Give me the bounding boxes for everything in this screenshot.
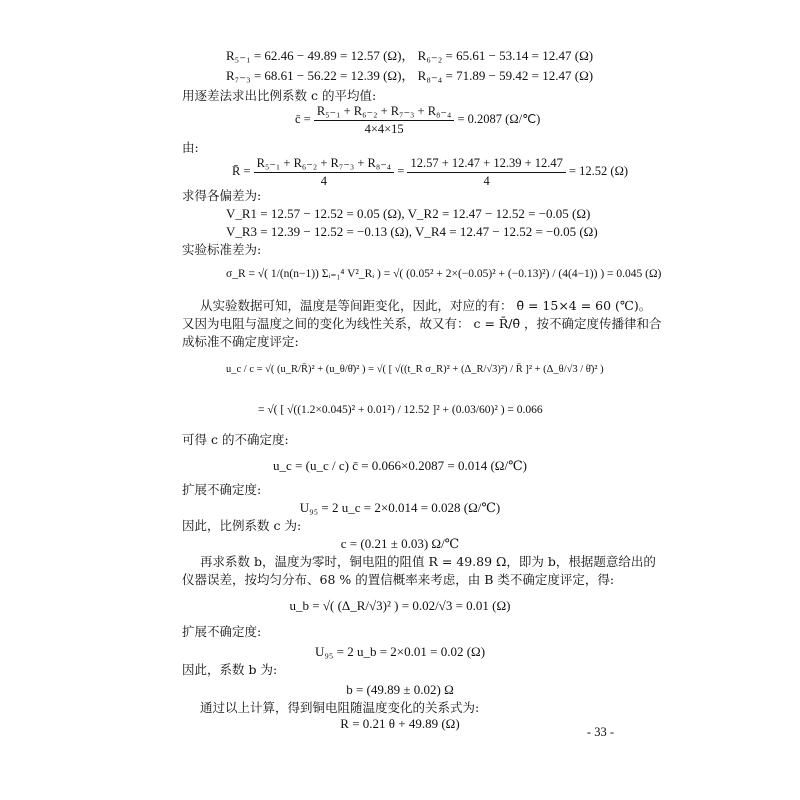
resistance-diff-line-1: R₅₋₁ = 62.46 − 49.89 = 12.57 (Ω)， R₆₋₂ = 65.61 − 53.14 = 12.47 (Ω) bbox=[226, 48, 594, 63]
r-mean-fraction-symbolic bbox=[254, 155, 395, 189]
paragraph-expanded-uncertainty-c: 扩展不确定度: bbox=[182, 482, 262, 497]
paragraph-c-uncertainty: 可得 c 的不确定度: bbox=[182, 432, 289, 447]
c-mean-denominator: 4×4×15 bbox=[364, 122, 404, 136]
r-mean-denominator-symbolic: 4 bbox=[320, 174, 328, 188]
c-mean-lhs: c̄ = bbox=[295, 111, 311, 126]
c-mean-fraction bbox=[314, 103, 455, 137]
paragraph-combined-uncertainty: 成标准不确定度评定: bbox=[182, 334, 299, 349]
page-number: - 33 - bbox=[586, 725, 614, 739]
r-mean-numerator-symbolic: R₅₋₁ + R₆₋₂ + R₇₋₃ + R₈₋₄ bbox=[254, 155, 395, 173]
paragraph-coefficient-c: 因此，比例系数 c 为: bbox=[182, 518, 302, 533]
c-result: c = (0.21 ± 0.03) Ω/℃ bbox=[340, 536, 460, 551]
c-mean-numerator: R₅₋₁ + R₆₋₂ + R₇₋₃ + R₈₋₄ bbox=[314, 103, 455, 121]
paragraph-linear-relation: 又因为电阻与温度之间的变化为线性关系，故又有： c = R̄/θ̄ ，按不确定度传播律和合 bbox=[182, 316, 662, 331]
r-mean-lhs: R̄ = bbox=[232, 163, 251, 178]
paragraph-equal-spacing: 从实验数据可知，温度是等间距变化，因此，对应的有： θ̄ = 15×4 = 60 (℃)。 bbox=[200, 298, 652, 313]
c-mean-rhs: = 0.2087 (Ω/℃) bbox=[457, 111, 541, 126]
paragraph-instrument-error: 仪器误差，按均匀分布、68 % 的置信概率来考虑，由 B 类不确定度评定，得: bbox=[182, 572, 615, 587]
b-result: b = (49.89 ± 0.02) Ω bbox=[346, 682, 454, 697]
deviation-line-2: V_R3 = 12.39 − 12.52 = −0.13 (Ω), V_R4 = 12.47 − 12.52 = −0.05 (Ω) bbox=[226, 224, 598, 239]
paragraph-expanded-uncertainty-b: 扩展不确定度: bbox=[182, 624, 262, 639]
uc-result-equation: u_c = (u_c / c) c̄ = 0.066×0.2087 = 0.014 (Ω/℃) bbox=[273, 458, 527, 473]
uc-equation-general: u_c / c = √( (u_R/R̄)² + (u_θ/θ̄)² ) = √( [ √((t_R σ_R)² + (Δ_R/√3)²) / R̄ ]² + (Δ_θ/√3 / θ̄)² ) bbox=[226, 364, 604, 375]
resistance-diff-line-2: R₇₋₃ = 68.61 − 56.22 = 12.39 (Ω)， R₈₋₄ = 71.89 − 59.42 = 12.47 (Ω) bbox=[226, 68, 594, 83]
r-mean-equation bbox=[232, 155, 628, 189]
paragraph-successive-difference: 用逐差法求出比例系数 c 的平均值: bbox=[182, 88, 377, 103]
expanded-uncertainty-c: U₉₅ = 2 u_c = 2×0.014 = 0.028 (Ω/℃) bbox=[299, 500, 501, 515]
deviation-line-1: V_R1 = 12.57 − 12.52 = 0.05 (Ω), V_R2 = 12.47 − 12.52 = −0.05 (Ω) bbox=[226, 206, 591, 221]
paragraph-coefficient-b-result: 因此，系数 b 为: bbox=[182, 662, 278, 677]
r-mean-denominator-numeric: 4 bbox=[483, 173, 490, 188]
paragraph-deviations: 求得各偏差为: bbox=[182, 188, 262, 203]
r-mean-fraction-numeric bbox=[407, 156, 565, 189]
r-mean-equals: = bbox=[397, 163, 405, 178]
sigma-equation: σ_R = √( 1/(n(n−1)) Σᵢ₌₁⁴ V²_Rᵢ ) = √( (0.05² + 2×(−0.05)² + (−0.13)²) / (4(4−1)) ) = 0.045 (Ω) bbox=[226, 268, 662, 280]
r-mean-numerator-numeric: 12.57 + 12.47 + 12.39 + 12.47 bbox=[407, 156, 565, 173]
paragraph-final-relation: 通过以上计算，得到铜电阻随温度变化的关系式为: bbox=[200, 700, 480, 715]
r-mean-rhs: = 12.52 (Ω) bbox=[569, 163, 629, 178]
paragraph-from: 由: bbox=[182, 140, 199, 155]
expanded-uncertainty-b: U₉₅ = 2 u_b = 2×0.01 = 0.02 (Ω) bbox=[314, 644, 486, 659]
final-equation: R = 0.21 θ + 49.89 (Ω) bbox=[340, 716, 460, 731]
c-mean-equation bbox=[295, 103, 540, 137]
uc-equation-numeric: = √( [ √((1.2×0.045)² + 0.01²) / 12.52 ]² + (0.03/60)² ) = 0.066 bbox=[258, 404, 543, 416]
ub-equation: u_b = √( (Δ_R/√3)² ) = 0.02/√3 = 0.01 (Ω) bbox=[289, 598, 511, 613]
paragraph-coefficient-b: 再求系数 b，温度为零时，铜电阻的阻值 R = 49.89 Ω，即为 b，根据题意给出的 bbox=[200, 554, 656, 569]
paragraph-std-dev: 实验标准差为: bbox=[182, 242, 262, 257]
